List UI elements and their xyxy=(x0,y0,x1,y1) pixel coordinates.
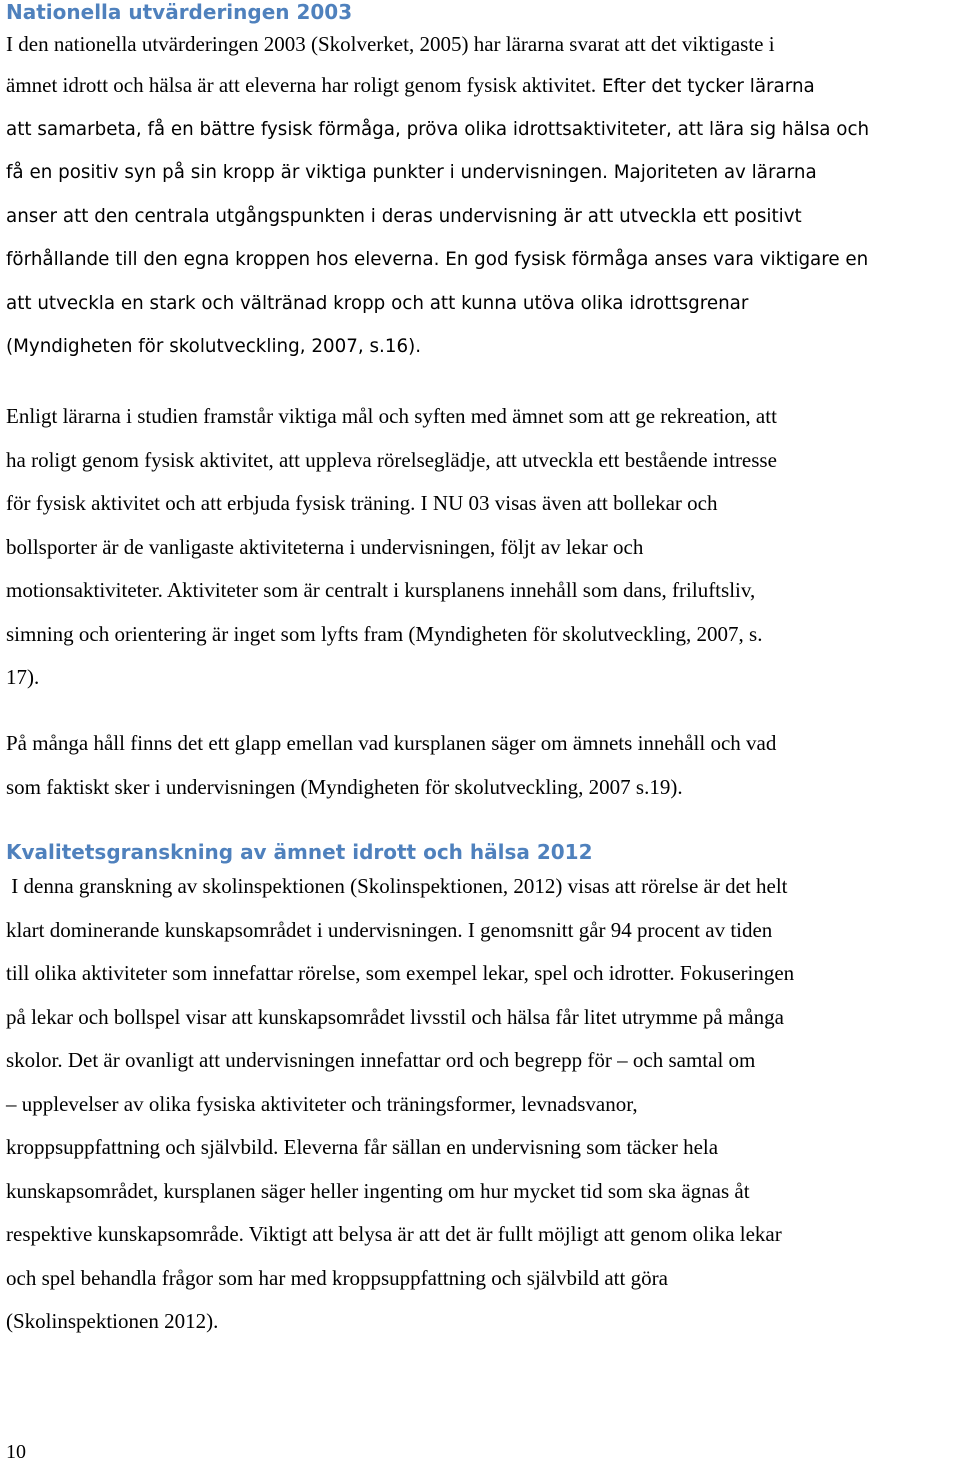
text-line: kunskapsområdet, kursplanen säger heller ingenting om hur mycket tid som ska ägnas åt xyxy=(6,1178,750,1203)
text-line: bollsporter är de vanligaste aktiviteterna i undervisningen, följt av lekar och xyxy=(6,534,644,559)
text-line: förhållande till den egna kroppen hos eleverna. En god fysisk förmåga anses vara viktigare en xyxy=(6,249,869,270)
text-line: och spel behandla frågor som har med kroppsuppfattning och självbild att göra xyxy=(6,1265,668,1290)
text-segment: ämnet idrott och hälsa är att eleverna har roligt genom fysisk aktivitet. xyxy=(6,73,597,97)
paragraph-nationella-2 xyxy=(6,395,956,700)
text-line: respektive kunskapsområde. Viktigt att belysa är att det är fullt möjligt att genom olika lekar xyxy=(6,1222,782,1246)
text-line: (Skolinspektionen 2012). xyxy=(6,1309,219,1333)
text-line: att utveckla en stark och vältränad kropp och att kunna utöva olika idrottsgrenar xyxy=(6,292,749,314)
section-heading-kvalitetsgranskning: Kvalitetsgranskning av ämnet idrott och hälsa 2012 xyxy=(6,840,593,864)
text-line-mixed xyxy=(6,64,956,108)
text-line: till olika aktiviteter som innefattar rörelse, som exempel lekar, spel och idrotter. Fokuseringen xyxy=(6,961,795,985)
text-line: – upplevelser av olika fysiska aktiviteter och träningsformer, levnadsvanor, xyxy=(6,1091,638,1116)
text-line: ha roligt genom fysisk aktivitet, att uppleva rörelseglädje, att utveckla ett bestående intresse xyxy=(6,447,777,472)
text-line: få en positiv syn på sin kropp är viktiga punkter i undervisningen. Majoriteten av lärarna xyxy=(6,162,817,183)
text-segment: Efter det tycker lärarna xyxy=(596,76,815,97)
text-line: motionsaktiviteter. Aktiviteter som är centralt i kursplanens innehåll som dans, friluftsliv, xyxy=(6,578,756,602)
text-line: (Myndigheten för skolutveckling, 2007, s.16). xyxy=(6,336,422,357)
text-line: klart dominerande kunskapsområdet i undervisningen. I genomsnitt går 94 procent av tiden xyxy=(6,917,773,942)
text-line: anser att den centrala utgångspunkten i deras undervisning är att utveckla ett positivt xyxy=(6,205,802,227)
text-line: skolor. Det är ovanligt att undervisningen innefattar ord och begrepp för – och samtal om xyxy=(6,1048,756,1072)
text-line: I denna granskning av skolinspektionen (Skolinspektionen, 2012) visas att rörelse är det helt xyxy=(6,874,788,898)
text-line: för fysisk aktivitet och att erbjuda fysisk träning. I NU 03 visas även att bollekar och xyxy=(6,491,718,515)
paragraph-kvalitetsgranskning xyxy=(6,865,956,1344)
text-line: som faktiskt sker i undervisningen (Myndigheten för skolutveckling, 2007 s.19). xyxy=(6,774,683,799)
paragraph-nationella-3 xyxy=(6,722,956,809)
text-line: kroppsuppfattning och självbild. Eleverna får sällan en undervisning som täcker hela xyxy=(6,1135,719,1159)
text-line: på lekar och bollspel visar att kunskapsområdet livsstil och hälsa får litet utrymme på många xyxy=(6,1004,784,1029)
text-line: att samarbeta, få en bättre fysisk förmåga, pröva olika idrottsaktiviteter, att lära sig hälsa och xyxy=(6,118,870,140)
text-line: simning och orientering är inget som lyfts fram (Myndigheten för skolutveckling, 2007, s. xyxy=(6,621,763,646)
text-line: 17). xyxy=(6,665,40,689)
text-line: Enligt lärarna i studien framstår viktiga mål och syften med ämnet som att ge rekreation, att xyxy=(6,404,777,428)
text-line: På många håll finns det ett glapp emellan vad kursplanen säger om ämnets innehåll och vad xyxy=(6,731,777,755)
page-number: 10 xyxy=(6,1441,26,1463)
text-line: I den nationella utvärderingen 2003 (Skolverket, 2005) har lärarna svarat att det viktigaste i xyxy=(6,32,775,56)
section-heading-nationella-utvarderingen: Nationella utvärderingen 2003 xyxy=(6,0,353,24)
paragraph-nationella-1 xyxy=(6,24,956,369)
